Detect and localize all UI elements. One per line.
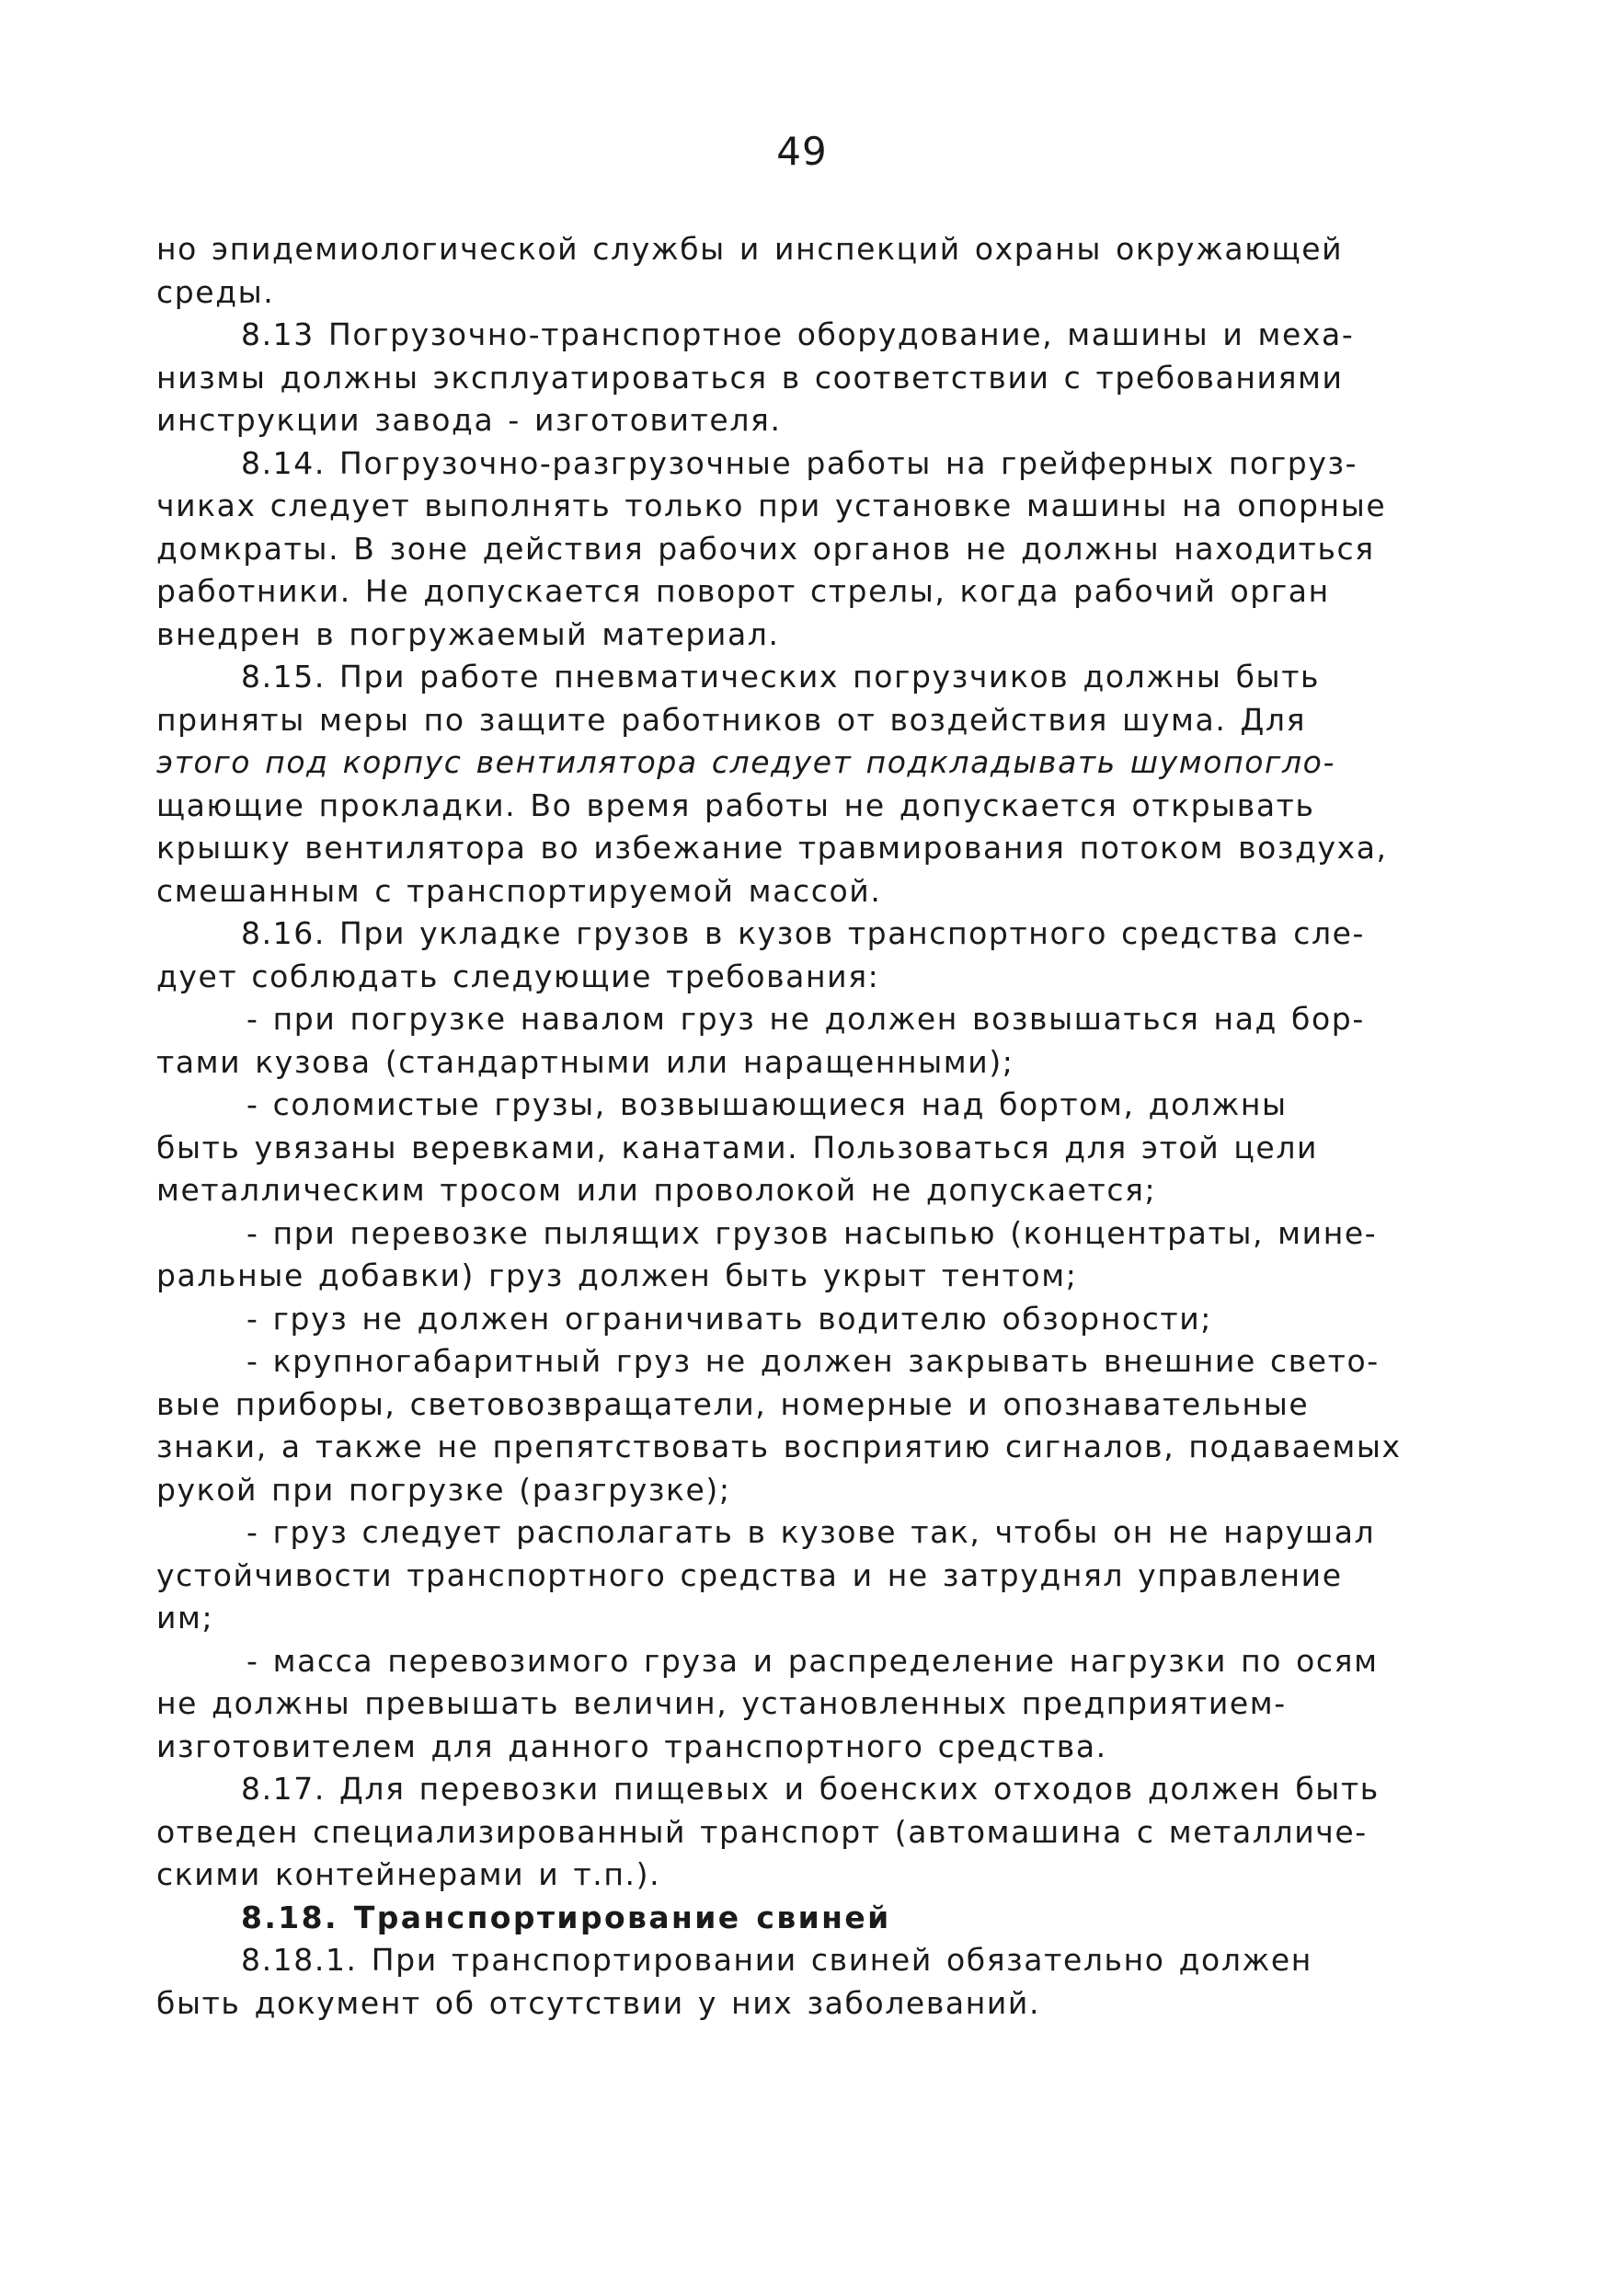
list-item: - при перевозке пылящих грузов насыпью (концентраты, мине- <box>246 1214 1378 1251</box>
text-line: внедрен в погружаемый материал. <box>156 615 780 652</box>
text-line: быть документ об отсутствии у них заболеваний. <box>156 1984 1041 2021</box>
list-item: - при погрузке навалом груз не должен возвышаться над бор- <box>246 1001 1365 1037</box>
text-line: изготовителем для данного транспортного средства. <box>156 1728 1107 1764</box>
text-line: дует соблюдать следующие требования: <box>156 958 880 994</box>
text-line: низмы должны эксплуатироваться в соответствии с требованиями <box>156 359 1344 396</box>
section-heading: 8.18. Транспортирование свиней <box>241 1899 891 1935</box>
list-item: - груз следует располагать в кузове так, чтобы он не нарушал <box>246 1514 1376 1550</box>
clause-8-15: 8.15. При работе пневматических погрузчиков должны быть <box>241 659 1321 695</box>
text-line: работники. Не допускается поворот стрелы, когда рабочий орган <box>156 573 1330 609</box>
list-item: - груз не должен ограничивать водителю обзорности; <box>246 1300 1213 1337</box>
text-line: отведен специализированный транспорт (автомашина с металличе- <box>156 1813 1368 1850</box>
list-item: - крупногабаритный груз не должен закрывать внешние свето- <box>246 1343 1380 1379</box>
text-line: крышку вентилятора во избежание травмирования потоком воздуха, <box>156 830 1388 866</box>
clause-8-17: 8.17. Для перевозки пищевых и боенских отходов должен быть <box>241 1771 1380 1807</box>
text-line: щающие прокладки. Во время работы не допускается открывать <box>156 786 1315 823</box>
text-line: металлическим тросом или проволокой не допускается; <box>156 1172 1157 1208</box>
text-line: вые приборы, световозвращатели, номерные и опознавательные <box>156 1385 1310 1422</box>
text-line: но эпидемиологической службы и инспекций охраны окружающей <box>156 231 1344 267</box>
text-line: инструкции завода - изготовителя. <box>156 402 782 438</box>
text-line: чиках следует выполнять только при установке машины на опорные <box>156 488 1387 523</box>
text-line: ральные добавки) груз должен быть укрыт тентом; <box>156 1257 1078 1293</box>
text-line: рукой при погрузке (разгрузке); <box>156 1471 731 1508</box>
text-line: устойчивости транспортного средства и не затруднял управление <box>156 1556 1343 1593</box>
text-line: знаки, а также не препятствовать восприятию сигналов, подаваемых <box>156 1429 1402 1464</box>
text-line: приняты меры по защите работников от воздействия шума. Для <box>156 701 1307 738</box>
list-item: - масса перевозимого груза и распределение нагрузки по осям <box>246 1642 1379 1679</box>
list-item: - соломистые грузы, возвышающиеся над бортом, должны <box>246 1086 1288 1122</box>
clause-8-13: 8.13 Погрузочно-транспортное оборудование, машины и меха- <box>241 316 1355 352</box>
clause-8-16: 8.16. При укладке грузов в кузов транспортного средства сле- <box>241 915 1366 951</box>
document-body <box>156 228 1402 2025</box>
text-line: смешанным с транспортируемой массой. <box>156 872 882 909</box>
clause-8-14: 8.14. Погрузочно-разгрузочные работы на грейферных погруз- <box>241 444 1358 481</box>
text-line: не должны превышать величин, установленных предприятием- <box>156 1685 1287 1721</box>
text-line: скими контейнерами и т.п.). <box>156 1856 661 1892</box>
text-line: этого под корпус вентилятора следует подкладывать шумопогло- <box>156 744 1335 780</box>
text-line: быть увязаны веревками, канатами. Пользоваться для этой цели <box>156 1129 1319 1165</box>
text-line: среды. <box>156 273 275 310</box>
clause-8-18-1: 8.18.1. При транспортировании свиней обязательно должен <box>241 1942 1312 1978</box>
text-line: тами кузова (стандартными или наращенными); <box>156 1043 1014 1080</box>
page-number: 49 <box>776 129 828 174</box>
text-line: домкраты. В зоне действия рабочих органов не должны находиться <box>156 530 1375 567</box>
text-line: им; <box>156 1600 214 1636</box>
